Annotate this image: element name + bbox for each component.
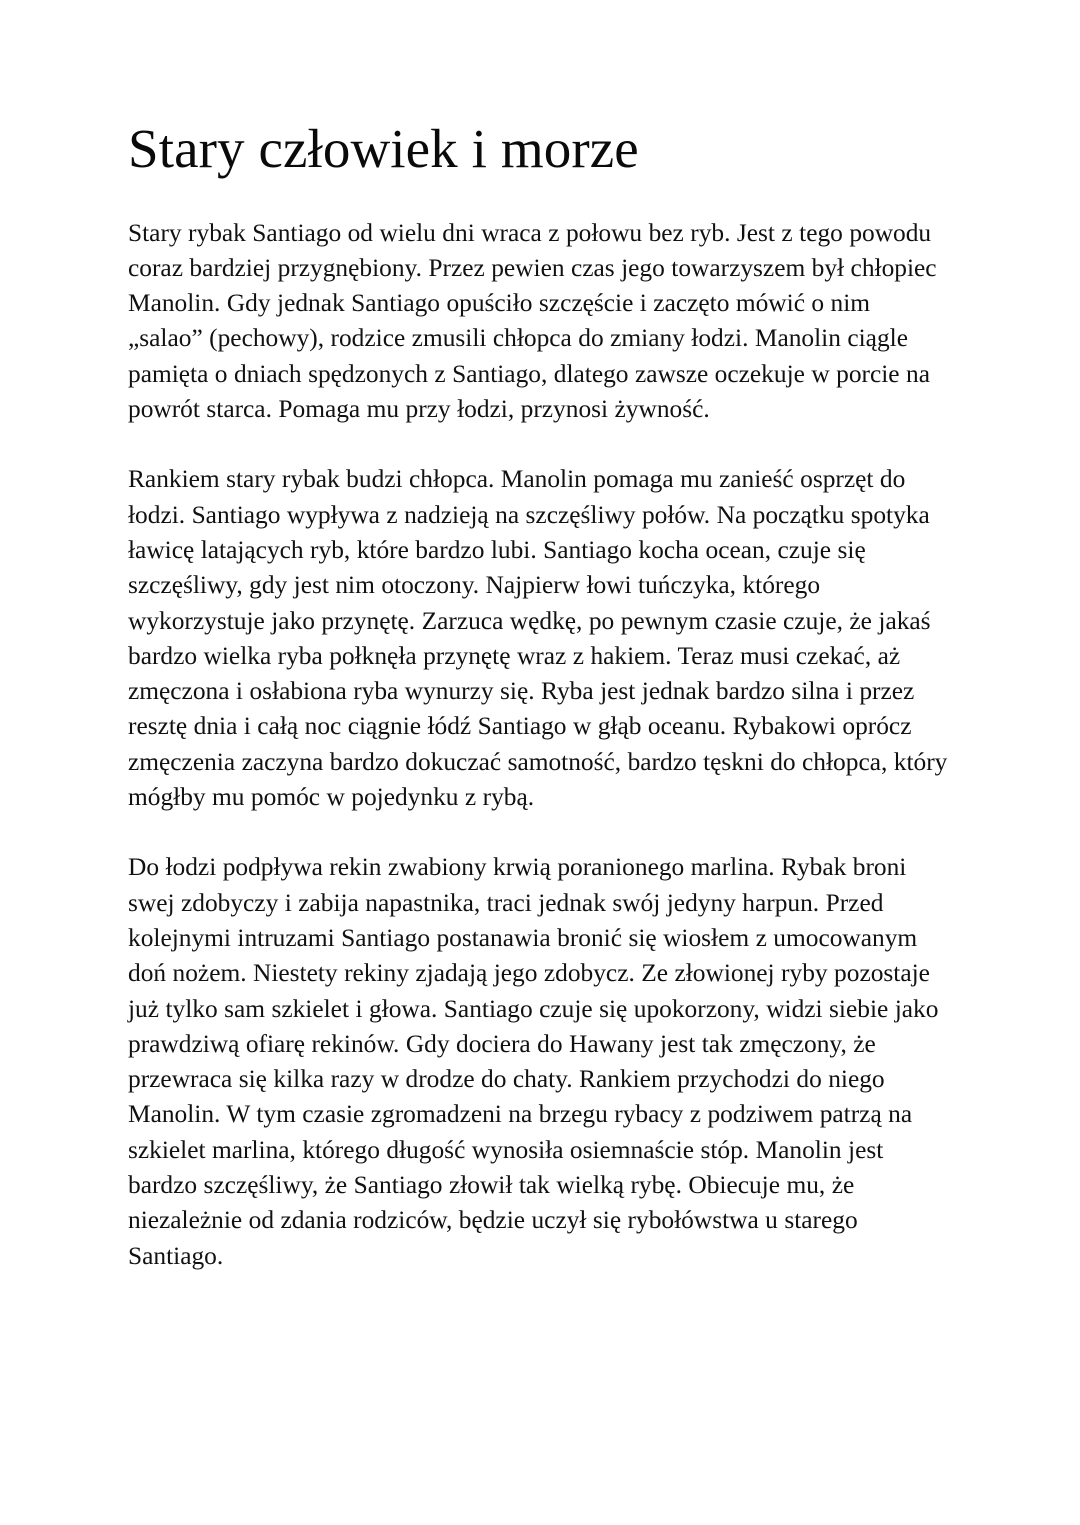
paragraph-3: Do łodzi podpływa rekin zwabiony krwią poranionego marlina. Rybak broni swej zdobyczy i zabija napastnika, traci jednak swój jedyny harpun. Przed kolejnymi intruzami Santiago postanawia bronić się wiosłem z umocowanym doń nożem. Niestety rekiny zjadają jego zdobycz. Ze złowionej ryby pozostaje już tylko sam szkielet i głowa. Santiago czuje się upokorzony, widzi siebie jako prawdziwą ofiarę rekinów. Gdy dociera do Hawany jest tak zmęczony, że przewraca się kilka razy w drodze do chaty. Rankiem przychodzi do niego Manolin. W tym czasie zgromadzeni na brzegu rybacy z podziwem patrzą na szkielet marlina, którego długość wynosiła osiemnaście stóp. Manolin jest bardzo szczęśliwy, że Santiago złowił tak wielką rybę. Obiecuje mu, że niezależnie od zdania rodziców, będzie uczył się rybołówstwa u starego Santiago.	[128, 853, 939, 1270]
paragraph-1: Stary rybak Santiago od wielu dni wraca z połowu bez ryb. Jest z tego powodu coraz bardziej przygnębiony. Przez pewien czas jego towarzyszem był chłopiec Manolin. Gdy jednak Santiago opuściło szczęście i zaczęto mówić o nim „salao” (pechowy), rodzice zmusili chłopca do zmiany łodzi. Manolin ciągle pamięta o dniach spędzonych z Santiago, dlatego zawsze oczekuje w porcie na powrót starca. Pomaga mu przy łodzi, przynosi żywność.	[128, 218, 937, 424]
paragraph-2: Rankiem stary rybak budzi chłopca. Manolin pomaga mu zanieść osprzęt do łodzi. Santiago wypływa z nadzieją na szczęśliwy połów. Na początku spotyka ławicę latających ryb, które bardzo lubi. Santiago kocha ocean, czuje się szczęśliwy, gdy jest nim otoczony. Najpierw łowi tuńczyka, którego wykorzystuje jako przynętę. Zarzuca wędkę, po pewnym czasie czuje, że jakaś bardzo wielka ryba połknęła przynętę wraz z hakiem. Teraz musi czekać, aż zmęczona i osłabiona ryba wynurzy się. Ryba jest jednak bardzo silna i przez resztę dnia i całą noc ciągnie łódź Santiago w głąb oceanu. Rybakowi oprócz zmęczenia zaczyna bardzo dokuczać samotność, bardzo tęskni do chłopca, który mógłby mu pomóc w pojedynku z rybą.	[128, 465, 948, 812]
document-body	[128, 216, 950, 1274]
page-title: Stary człowiek i morze	[128, 118, 639, 179]
